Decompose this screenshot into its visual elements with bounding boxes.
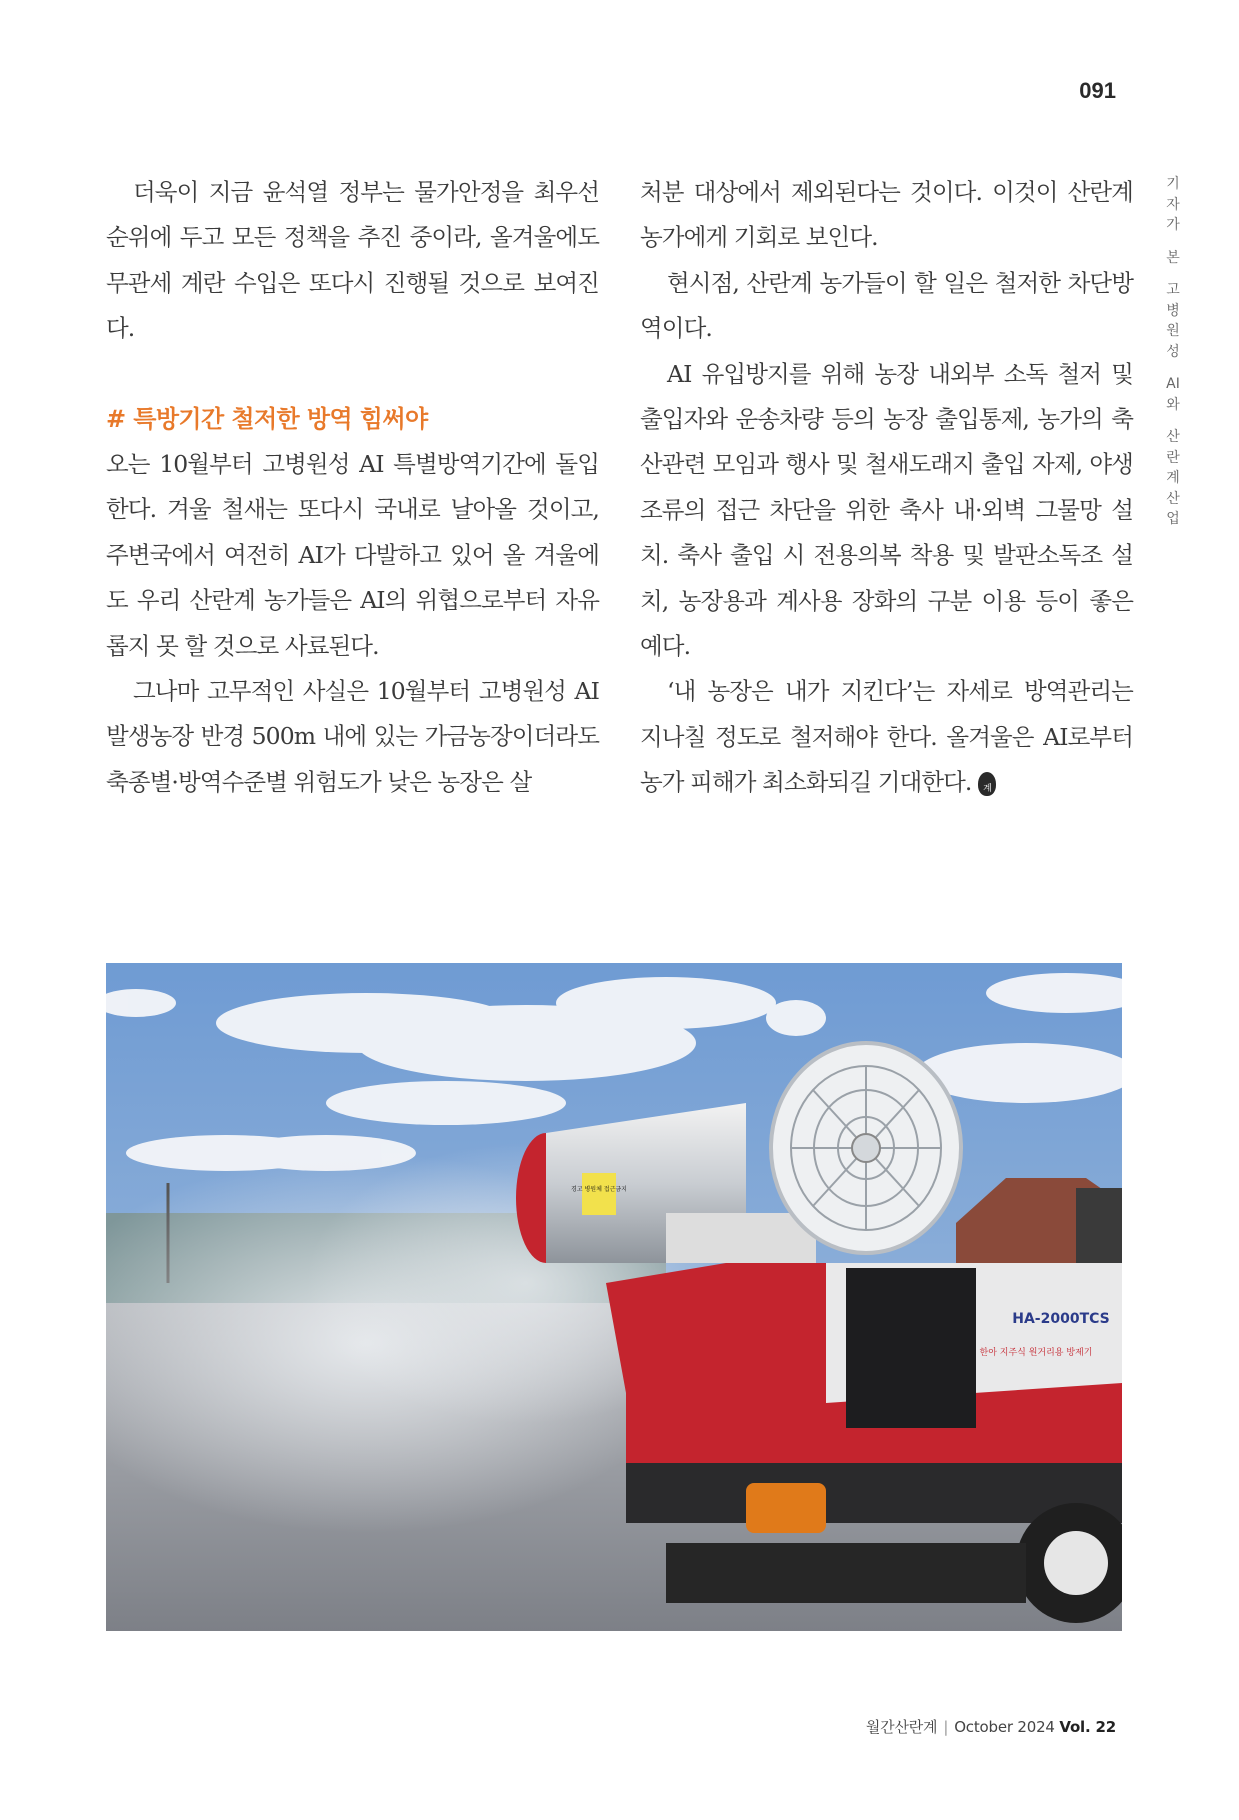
side-tab-char: 계 [1166,470,1180,486]
magazine-name: 월간산란계 [865,1718,938,1736]
right-column [640,170,1133,806]
sprayer-illustration [106,963,1122,1631]
side-tab-char: 산 [1166,490,1180,507]
right-paragraph-1: 처분 대상에서 제외된다는 것이다. 이것이 산란계 농가에게 기회로 보인다. [640,178,1133,252]
section-subheading: # 특방기간 철저한 방역 힘써야 [106,404,428,433]
left-paragraph-2: 오는 10월부터 고병원성 AI 특별방역기간에 돌입한다. 겨울 철새는 또다시 국내로 날아올 것이고, 주변국에서 여전히 AI가 다발하고 있어 올 겨울에도 우리 산란계 농가들은 AI의 위협으로부터 자유롭지 못 할 것으로 사료된다. [106,450,599,660]
page-number: 091 [1079,78,1116,103]
sprayer-photo [106,963,1122,1631]
side-tab-char: 와 [1166,396,1180,413]
closing-text: ‘내 농장은 내가 지킨다’는 자세로 방역관리는 지나칠 정도로 철저해야 한다. 올겨울은 AI로부터 농가 피해가 최소화되길 기대한다. [640,677,1133,797]
side-tab-char: 기 [1166,176,1180,192]
footer-separator: | [943,1718,949,1736]
right-paragraph-2: 현시점, 산란계 농가들이 할 일은 철저한 차단방역이다. [640,268,1133,343]
sprayer-vehicle [606,1263,1122,1623]
left-paragraph-3: 그나마 고무적인 사실은 10월부터 고병원성 AI 발생농장 반경 500m 내에 있는 가금농장이더라도 축종별·방역수준별 위험도가 낮은 농장은 살 [106,677,599,796]
machine-model-label: HA-2000TCS [1012,1311,1110,1327]
side-tab-char: 가 [1166,217,1180,233]
side-tab-gap [1162,415,1184,427]
dark-frame [1076,1188,1122,1268]
side-section-tab [1162,174,1184,530]
right-paragraph-3: AI 유입방지를 위해 농장 내외부 소독 철저 및 출입자와 운송차량 등의 농장 출입통제, 농가의 축산관련 모임과 행사 및 철새도래지 출입 자제, 야생조류의 접근 차단을 위한 축사 내·외벽 그물망 설치. 축사 출입 시 전용의복 착용 및 발판소독조 설치, 농장용과 계사용 장화의 구분 이용 등이 좋은 예다. [640,359,1133,661]
side-tab-char: 자 [1166,196,1180,213]
orange-roller [746,1483,826,1533]
warning-label [582,1173,616,1215]
side-tab-char: 성 [1166,343,1180,360]
side-tab-char: 란 [1166,449,1180,466]
side-tab-char: 병 [1166,302,1180,319]
cannon-mount [666,1213,816,1263]
end-mark-icon: 양계 [978,772,996,796]
paragraph-spacer [106,352,599,397]
track [666,1543,1026,1603]
left-paragraph-1: 더욱이 지금 윤석열 정부는 물가안정을 최우선 순위에 두고 모든 정책을 추진 중이라, 올겨울에도 무관세 계란 수입은 또다시 진행될 것으로 보여진다. [106,178,599,343]
side-tab-char: AI [1166,376,1180,392]
side-tab-char: 본 [1166,249,1180,266]
left-column [106,170,599,805]
right-paragraph-4 [640,669,1133,805]
side-tab-char: 산 [1166,429,1180,445]
side-tab-gap [1162,236,1184,248]
side-tab-char: 원 [1166,323,1180,339]
side-tab-gap [1162,268,1184,280]
side-tab-char: 고 [1166,282,1180,298]
page-footer [866,1716,1116,1737]
side-tab-char: 업 [1166,511,1180,527]
issue-date: October 2024 [954,1718,1055,1736]
side-tab-gap [1162,362,1184,374]
volume-number: Vol. 22 [1059,1718,1116,1736]
vehicle-grille [846,1268,976,1428]
machine-caption-label: 한아 지주식 원거리용 방제기 [979,1348,1093,1358]
warning-label-text: 경고 병원체 접근금지 [571,1186,627,1193]
